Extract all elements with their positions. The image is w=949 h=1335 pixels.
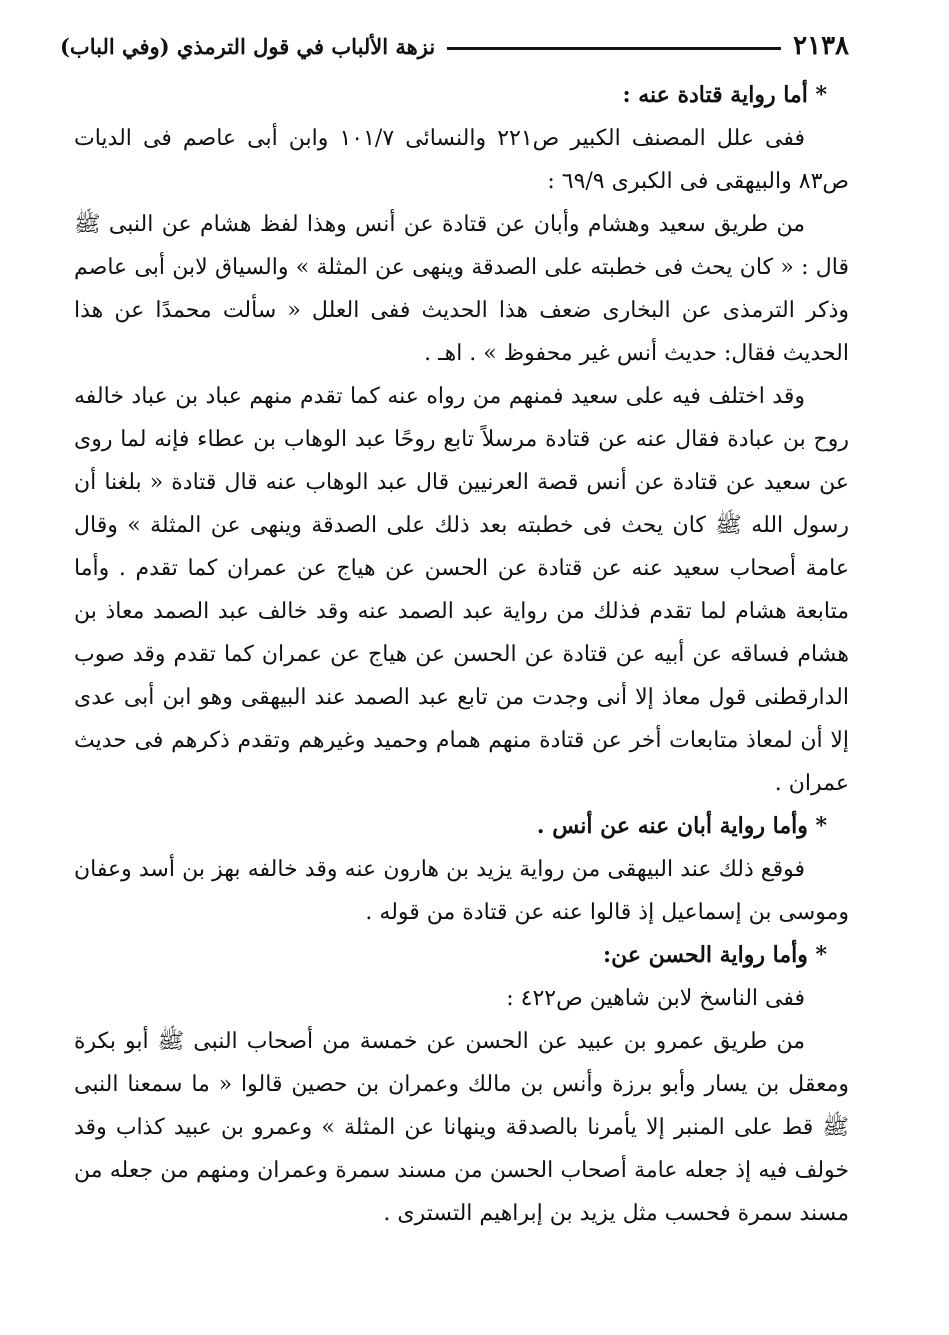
paragraph: من طريق سعيد وهشام وأبان عن قتادة عن أنس وهذا لفظ هشام عن النبى ﷺ قال : « كان يحث فى خطبته على الصدقة وينهى عن المثلة » والسياق لابن أبى عاصم وذكر الترمذى عن البخارى ضعف هذا الحديث ففى العلل « سألت محمدًا عن هذا الحديث فقال: حديث أنس غير محفوظ » . اهـ . (74, 212, 849, 366)
running-title: نزهة الألباب في قول الترمذي (وفي الباب) (60, 33, 436, 59)
section-heading: * أما رواية قتادة عنه : (622, 82, 827, 108)
header-rule (447, 47, 781, 50)
page-body (74, 74, 849, 1235)
paragraph: من طريق عمرو بن عبيد عن الحسن عن خمسة من أصحاب النبى ﷺ أبو بكرة ومعقل بن يسار وأبو برزة وأنس بن مالك وعمران بن حصين قالوا « ما سمعنا النبى ﷺ قط على المنبر إلا يأمرنا بالصدقة وينهانا عن المثلة » وعمرو بن عبيد كذاب وقد خولف فيه إذ جعله عامة أصحاب الحسن من مسند سمرة وعمران ومنهم من جعله من مسند سمرة فحسب مثل يزيد بن إبراهيم التسترى . (74, 1029, 849, 1226)
paragraph: ففى الناسخ لابن شاهين ص٤٢٢ : (506, 986, 805, 1011)
page-header (60, 26, 849, 66)
paragraph: ففى علل المصنف الكبير ص٢٢١ والنسائى ١٠١/٧ وابن أبى عاصم فى الديات ص٨٣ والبيهقى فى الكبرى ٦٩/٩ : (74, 126, 849, 194)
section-heading: * وأما رواية الحسن عن: (602, 942, 827, 968)
page-number: ٢١٣٨ (793, 31, 849, 61)
paragraph: وقد اختلف فيه على سعيد فمنهم من رواه عنه كما تقدم منهم عباد بن عباد خالفه روح بن عبادة فقال عنه عن قتادة مرسلاً تابع روحًا عبد الوهاب بن عطاء فإنه لما روى عن سعيد عن قتادة عن أنس قصة العرنيين قال عبد الوهاب عنه قال قتادة « بلغنا أن رسول الله ﷺ كان يحث فى خطبته بعد ذلك على الصدقة وينهى عن المثلة » وقال عامة أصحاب سعيد عنه عن قتادة عن الحسن عن هياج عن عمران كما تقدم . وأما متابعة هشام لما تقدم فذلك من رواية عبد الصمد عنه وقد خالف عبد الصمد معاذ بن هشام فساقه عن أبيه عن قتادة عن الحسن عن هياج عن عمران كما تقدم وقد صوب الدارقطنى قول معاذ إلا أنى وجدت من تابع عبد الصمد عند البيهقى وهو ابن أبى عدى إلا أن لمعاذ متابعات أخر عن قتادة منهم همام وحميد وغيرهم وتقدم ذكرهم فى حديث عمران . (74, 384, 849, 796)
paragraph: فوقع ذلك عند البيهقى من رواية يزيد بن هارون عنه وقد خالفه بهز بن أسد وعفان وموسى بن إسماعيل إذ قالوا عنه عن قتادة من قوله . (74, 857, 849, 925)
section-heading: * وأما رواية أبان عنه عن أنس . (536, 813, 827, 839)
